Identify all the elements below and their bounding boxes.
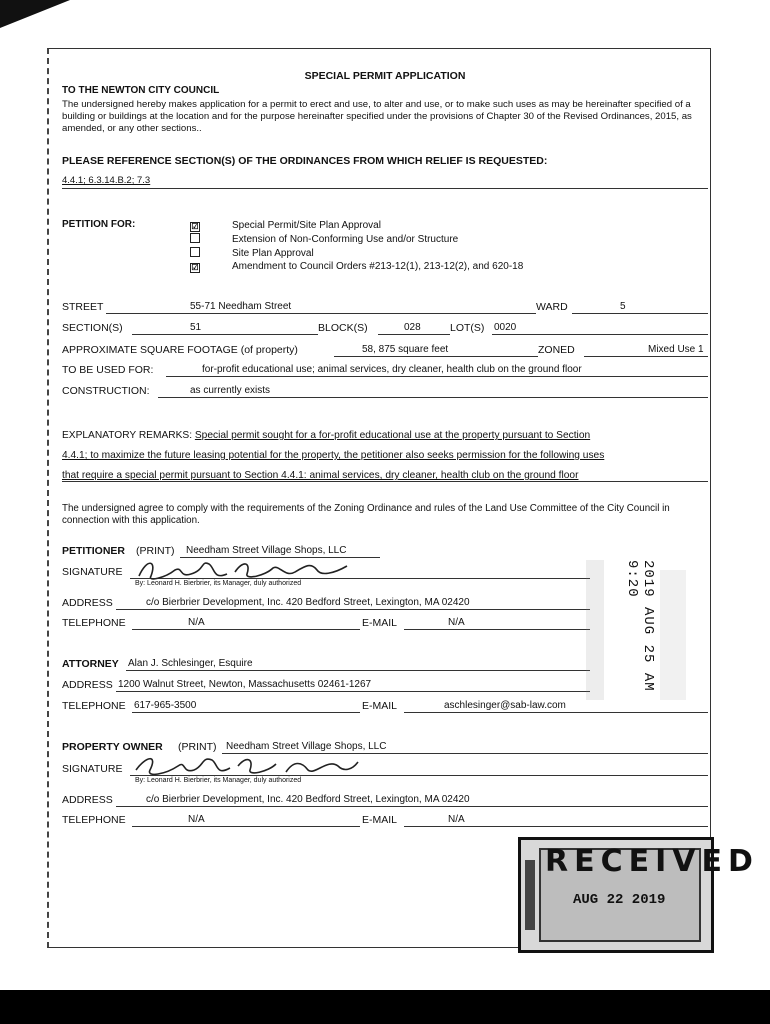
petition-options <box>190 219 523 273</box>
scan-noise <box>586 560 604 700</box>
petitioner-address-row <box>62 597 708 611</box>
sqft-label: APPROXIMATE SQUARE FOOTAGE (of property) <box>62 344 298 356</box>
petitioner-signature-caption: By: Leonard H. Bierbrier, its Manager, duly authorized <box>135 580 302 587</box>
street-line <box>106 313 536 314</box>
zoned-label: ZONED <box>538 344 575 356</box>
zoned-value[interactable]: Mixed Use 1 <box>648 344 704 355</box>
petitioner-address-label: ADDRESS <box>62 597 113 609</box>
street-value[interactable]: 55-71 Needham Street <box>190 301 292 312</box>
checkbox-amendment[interactable]: ☑ <box>191 263 199 272</box>
clerk-time-stamp <box>624 560 656 710</box>
petition-option <box>190 246 523 260</box>
attorney-line <box>126 670 590 671</box>
street-row <box>62 301 708 315</box>
owner-address[interactable]: c/o Bierbrier Development, Inc. 420 Bedford Street, Lexington, MA 02420 <box>146 794 470 805</box>
owner-email[interactable]: N/A <box>448 814 465 825</box>
ward-line <box>572 313 708 314</box>
attorney-telephone-line <box>132 712 360 713</box>
use-value[interactable]: for-profit educational use; animal services, dry cleaner, health club on the ground floor <box>202 364 582 375</box>
intro-paragraph: The undersigned hereby makes application for a permit to erect and use, to alter and use, or to make such uses as may be hereinafter specified of a building or buildings at the location and for the purpose hereinafter specified under the provisions of Chapter 30 of the Revised Ordinances, 2015, as amended, or any other sections.. <box>62 99 692 134</box>
petitioner-email-line <box>404 629 590 630</box>
ward-label: WARD <box>536 301 568 313</box>
sections-line <box>132 334 318 335</box>
scan-bottom-band <box>0 990 770 1024</box>
lots-line <box>492 334 708 335</box>
attorney-address-label: ADDRESS <box>62 679 113 691</box>
attorney-address-line <box>116 691 590 692</box>
petitioner-telephone-label: TELEPHONE <box>62 617 126 629</box>
attorney-address[interactable]: 1200 Walnut Street, Newton, Massachusetts 02461-1267 <box>118 679 372 690</box>
option-label: Extension of Non-Conforming Use and/or Structure <box>232 234 459 245</box>
remarks-line-2[interactable]: 4.4.1; to maximize the future leasing potential for the property, the petitioner also seeks permission for the following uses <box>62 450 605 461</box>
explanatory-remarks <box>62 426 702 486</box>
attorney-email-label: E-MAIL <box>362 700 398 712</box>
sqft-row <box>62 344 708 358</box>
block-value[interactable]: 028 <box>404 322 421 333</box>
petition-option <box>190 219 523 232</box>
received-stamp <box>518 837 759 953</box>
section-row <box>62 322 708 336</box>
owner-telephone[interactable]: N/A <box>188 814 205 825</box>
petitioner-print-label: (PRINT) <box>136 545 175 557</box>
attorney-telephone[interactable]: 617-965-3500 <box>134 700 197 711</box>
agreement-paragraph: The undersigned agree to comply with the requirements of the Zoning Ordinance and rules of the Land Use Committee of the City Council in connection with this application. <box>62 503 670 526</box>
block-label: BLOCK(S) <box>318 322 368 334</box>
petitioner-email-label: E-MAIL <box>362 617 398 629</box>
owner-label: PROPERTY OWNER <box>62 741 163 753</box>
remarks-line-1[interactable]: Special permit sought for a for-profit educational use at the property pursuant to Section <box>194 430 591 441</box>
construction-row <box>62 385 708 399</box>
scan-noise <box>660 570 686 700</box>
signature-scribble <box>132 752 362 780</box>
option-label: Site Plan Approval <box>232 248 314 259</box>
petitioner-name[interactable]: Needham Street Village Shops, LLC <box>186 545 347 556</box>
form-title: SPECIAL PERMIT APPLICATION <box>304 70 466 82</box>
petitioner-label: PETITIONER <box>62 545 126 557</box>
sqft-value[interactable]: 58, 875 square feet <box>362 344 449 355</box>
attorney-name[interactable]: Alan J. Schlesinger, Esquire <box>128 658 253 669</box>
remarks-label: EXPLANATORY REMARKS: <box>62 430 193 441</box>
sections-value[interactable]: 51 <box>190 322 202 333</box>
petition-label: PETITION FOR: <box>62 219 136 230</box>
petitioner-email[interactable]: N/A <box>448 617 465 628</box>
checkbox-special-permit[interactable]: ☑ <box>191 222 199 231</box>
remarks-line-3[interactable]: that require a special permit pursuant to Section 4.4.1: animal services, dry cleaner, health club on the ground floor <box>62 470 579 481</box>
zoned-line <box>584 356 708 357</box>
reference-heading: PLEASE REFERENCE SECTION(S) OF THE ORDINANCES FROM WHICH RELIEF IS REQUESTED: <box>62 155 548 167</box>
lots-label: LOT(S) <box>450 322 485 334</box>
lots-value[interactable]: 0020 <box>494 322 517 333</box>
owner-print-label: (PRINT) <box>178 741 217 753</box>
owner-name[interactable]: Needham Street Village Shops, LLC <box>226 741 387 752</box>
recipient-heading: TO THE NEWTON CITY COUNCIL <box>62 85 220 96</box>
attorney-label: ATTORNEY <box>62 658 119 670</box>
petitioner-address-line <box>116 609 590 610</box>
reference-underline <box>62 188 708 189</box>
construction-label: CONSTRUCTION: <box>62 385 150 397</box>
use-line <box>166 376 708 377</box>
option-label: Amendment to Council Orders #213-12(1), 213-12(2), and 620-18 <box>232 261 524 272</box>
attorney-row <box>62 658 708 672</box>
attorney-phone-row <box>62 700 708 714</box>
stamp-bar <box>525 860 535 930</box>
checkbox-site-plan[interactable] <box>190 247 200 257</box>
owner-telephone-label: TELEPHONE <box>62 814 126 826</box>
option-label: Special Permit/Site Plan Approval <box>232 220 381 231</box>
owner-address-label: ADDRESS <box>62 794 113 806</box>
petitioner-telephone-line <box>132 629 360 630</box>
sections-label: SECTION(S) <box>62 322 123 334</box>
received-word: RECEIVED <box>545 844 759 879</box>
petition-option <box>190 260 523 273</box>
petition-option <box>190 232 523 246</box>
use-row <box>62 364 708 378</box>
ward-value[interactable]: 5 <box>620 301 626 312</box>
street-label: STREET <box>62 301 104 313</box>
owner-signature-caption: By: Leonard H. Bierbrier, its Manager, duly authorized <box>135 777 302 784</box>
petitioner-phone-row <box>62 617 708 631</box>
checkbox-extension[interactable] <box>190 233 200 243</box>
owner-phone-row <box>62 814 708 828</box>
construction-value[interactable]: as currently exists <box>190 385 271 396</box>
attorney-email[interactable]: aschlesinger@sab-law.com <box>444 700 566 711</box>
petitioner-address[interactable]: c/o Bierbrier Development, Inc. 420 Bedford Street, Lexington, MA 02420 <box>146 597 470 608</box>
attorney-email-line <box>404 712 708 713</box>
construction-line <box>158 397 708 398</box>
owner-address-row <box>62 794 708 808</box>
owner-telephone-line <box>132 826 360 827</box>
owner-email-line <box>404 826 708 827</box>
clerk-time-stamp-text: 2019 AUG 25 AM 9:20 <box>624 560 656 692</box>
petitioner-telephone[interactable]: N/A <box>188 617 205 628</box>
attorney-address-row <box>62 679 708 693</box>
owner-address-line <box>116 806 708 807</box>
received-date: AUG 22 2019 <box>573 892 666 908</box>
remarks-underline <box>62 481 708 482</box>
reference-sections-value[interactable]: 4.4.1; 6.3.14.B.2; 7.3 <box>62 175 151 186</box>
petitioner-signature-label: SIGNATURE <box>62 566 123 578</box>
owner-email-label: E-MAIL <box>362 814 398 826</box>
sqft-line <box>334 356 538 357</box>
use-label: TO BE USED FOR: <box>62 364 154 376</box>
scan-corner-mark <box>0 0 70 28</box>
attorney-telephone-label: TELEPHONE <box>62 700 126 712</box>
block-line <box>378 334 450 335</box>
owner-signature-label: SIGNATURE <box>62 763 123 775</box>
